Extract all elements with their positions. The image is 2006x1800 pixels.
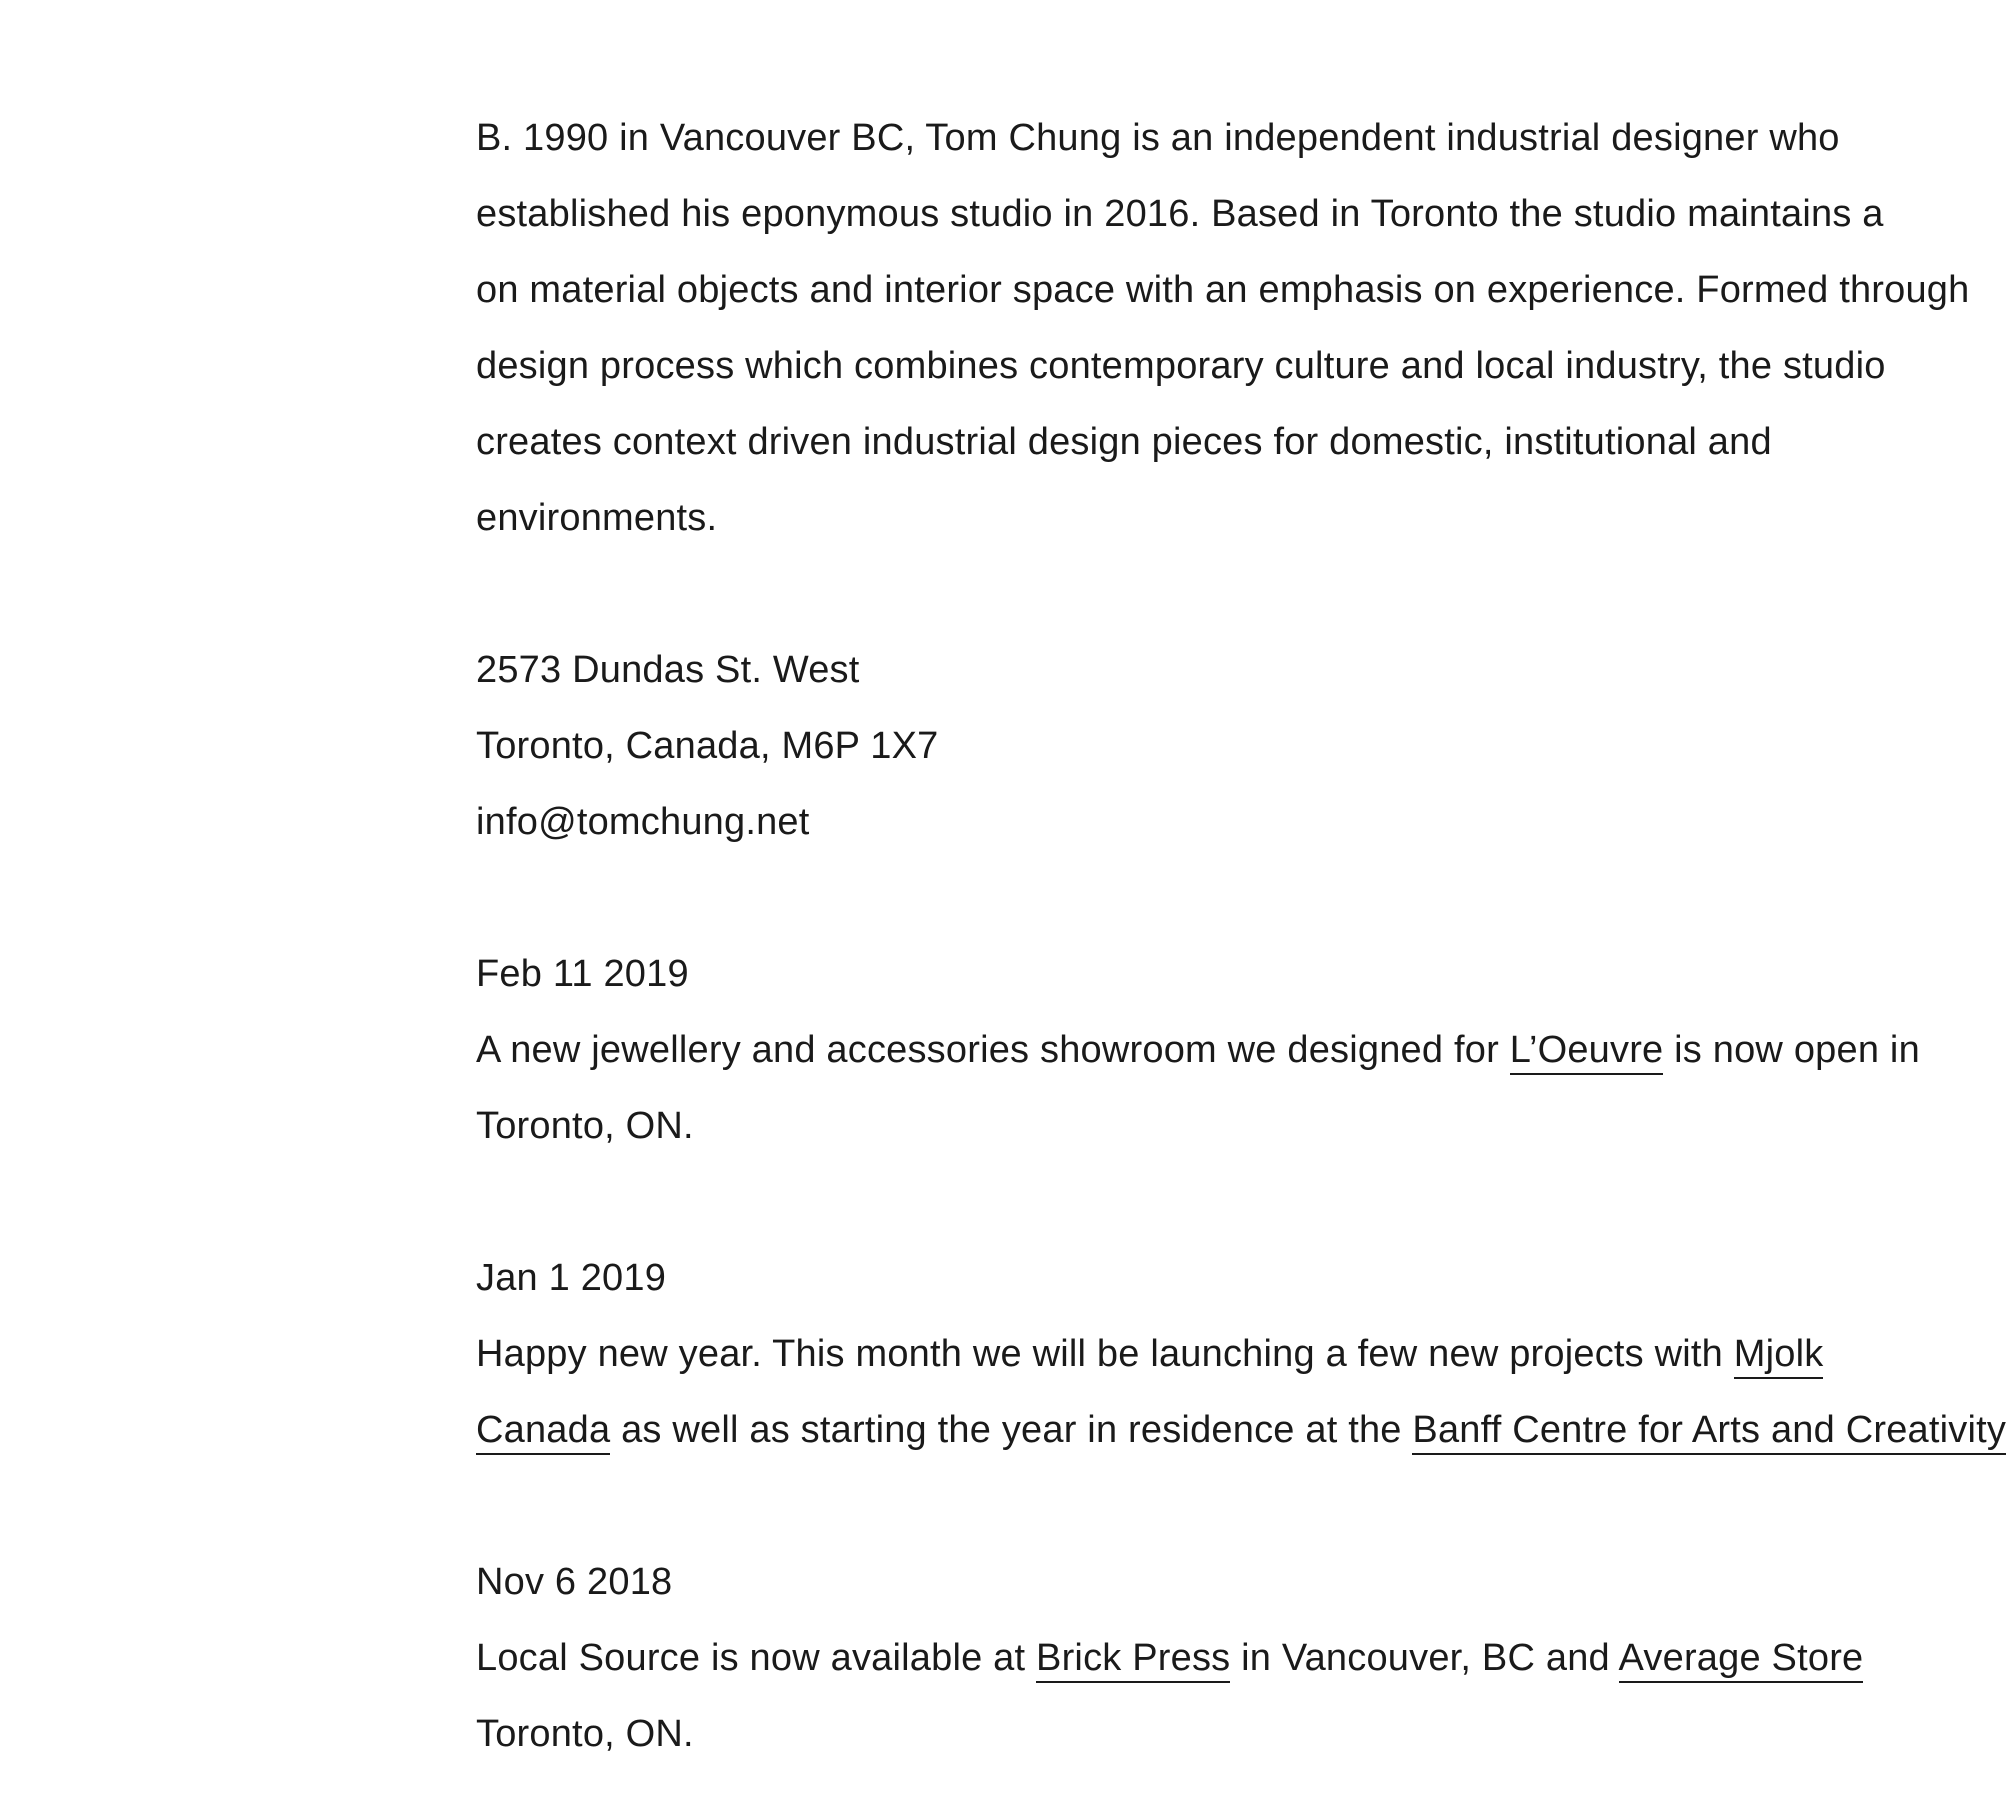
news-text: Local Source is now available at xyxy=(476,1637,1037,1679)
news-text-line: Toronto, ON. xyxy=(476,1713,694,1755)
bio-line: environments. xyxy=(476,497,718,539)
news-item xyxy=(476,936,1976,1164)
news-text: is now open in xyxy=(1663,1029,1920,1071)
spacer xyxy=(476,1164,1976,1240)
news-date: Nov 6 2018 xyxy=(476,1561,673,1603)
spacer xyxy=(476,556,1976,632)
news-date: Feb 11 2019 xyxy=(476,953,689,995)
news-text-line xyxy=(476,1392,2006,1468)
news-text-line xyxy=(476,1316,1976,1392)
banff-centre-link[interactable]: Banff Centre for Arts and Creativity xyxy=(1412,1409,2006,1455)
loeuvre-link[interactable]: L’Oeuvre xyxy=(1510,1029,1664,1075)
news-item xyxy=(476,1544,1976,1772)
news-text-line: Toronto, ON. xyxy=(476,1105,694,1147)
brick-press-link[interactable]: Brick Press xyxy=(1036,1637,1230,1683)
bio-line: design process which combines contemporary culture and local industry, the studio xyxy=(476,345,1886,387)
bio-paragraph xyxy=(476,100,1976,556)
bio-line: established his eponymous studio in 2016. Based in Toronto the studio maintains a xyxy=(476,193,1884,235)
spacer xyxy=(476,860,1976,936)
contact-block xyxy=(476,632,1976,860)
bio-line: B. 1990 in Vancouver BC, Tom Chung is an independent industrial designer who xyxy=(476,117,1840,159)
news-item xyxy=(476,1240,2006,1468)
main-content xyxy=(476,100,2006,1772)
news-date: Jan 1 2019 xyxy=(476,1257,667,1299)
contact-street: 2573 Dundas St. West xyxy=(476,649,860,691)
spacer xyxy=(476,1468,1976,1544)
news-text-line xyxy=(476,1620,1976,1696)
bio-line: creates context driven industrial design pieces for domestic, institutional and xyxy=(476,421,1772,463)
mjolk-link[interactable]: Mjolk xyxy=(1734,1333,1824,1379)
contact-email[interactable]: info@tomchung.net xyxy=(476,801,810,843)
bio-line: on material objects and interior space with an emphasis on experience. Formed through xyxy=(476,269,1970,311)
news-text: Happy new year. This month we will be launching a few new projects with xyxy=(476,1333,1734,1375)
news-text: A new jewellery and accessories showroom we designed for xyxy=(476,1029,1510,1071)
average-store-link[interactable]: Average Store xyxy=(1619,1637,1864,1683)
news-text: as well as starting the year in residence at the xyxy=(610,1409,1413,1451)
news-text: in Vancouver, BC and xyxy=(1230,1637,1619,1679)
canada-link[interactable]: Canada xyxy=(476,1409,610,1455)
contact-city: Toronto, Canada, M6P 1X7 xyxy=(476,725,939,767)
news-text-line xyxy=(476,1012,1976,1088)
